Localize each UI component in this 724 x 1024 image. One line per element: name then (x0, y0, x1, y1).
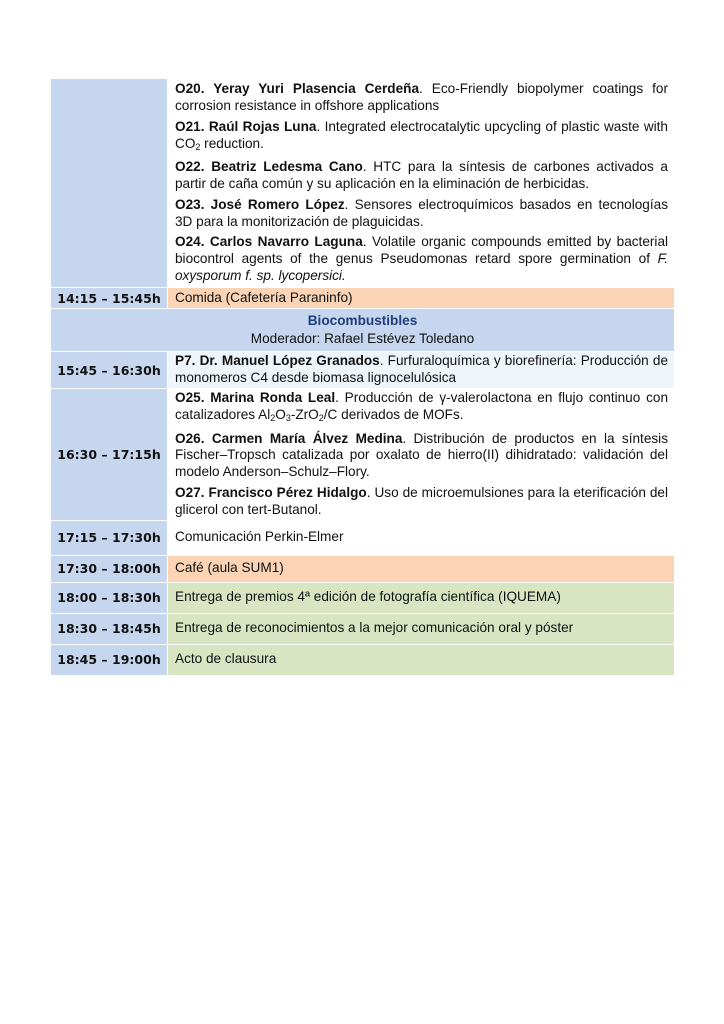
time-cell (51, 79, 168, 288)
talk-title: . Producción de γ-valerolactona en flujo continuo con catalizadores Al (175, 390, 668, 422)
talks-cell (168, 79, 675, 288)
section-moderator: Moderador: Rafael Estévez Toledano (250, 331, 475, 346)
talk-title: . Furfuraloquímica y biorefinería: Producción de monomeros C4 desde biomasa lignocelulósica (175, 353, 669, 385)
talk-o24: O24. Carlos Navarro Laguna. Volatile organic compounds emitted by bacterial biocontrol agents of the genus Pseudomonas retard spore germination of F. oxysporum f. sp. lycopersici. (175, 234, 669, 284)
talk-title: . Volatile organic compounds emitted by bacterial biocontrol agents of the genus Pseudomonas retard spore germination of (175, 234, 669, 267)
talk-author: O25. Marina Ronda Leal (175, 390, 336, 405)
program-table (50, 78, 675, 676)
program-row (51, 644, 675, 675)
program-row (51, 288, 675, 309)
talk-title: . Distribución de productos en la síntesis Fischer–Tropsch catalizada por oxalato de hierro(II) dihidratado: validación del modelo Anderson–Schulz–Flory. (175, 430, 668, 480)
event-cell: Comida (Cafetería Paraninfo) (168, 288, 675, 309)
time-cell: 17:30 – 18:00h (51, 555, 168, 582)
program-row (51, 520, 675, 555)
program-row (51, 79, 675, 288)
event-cell: Café (aula SUM1) (168, 555, 675, 582)
talk-o21: O21. Raúl Rojas Luna. Integrated electrocatalytic upcycling of plastic waste with $CO_2$ reduction. (175, 118, 668, 152)
talk-title: . Integrated electrocatalytic upcycling of plastic waste with CO (175, 118, 668, 151)
time-cell: 18:45 – 19:00h (51, 644, 168, 675)
talk-o22 (175, 159, 668, 193)
talk-author: O27. Francisco Pérez Hidalgo (175, 484, 367, 500)
talks-cell (168, 389, 675, 521)
talk-author: O21. Raúl Rojas Luna (175, 118, 317, 134)
talk-o23 (175, 197, 668, 231)
talks-cell (168, 352, 675, 389)
section-header-row (51, 309, 675, 352)
talk-author: O24. Carlos Navarro Laguna (175, 234, 363, 250)
program-row (51, 389, 675, 521)
time-cell: 14:15 – 15:45h (51, 288, 168, 309)
event-cell: Acto de clausura (168, 644, 675, 675)
program-row (51, 352, 675, 389)
section-header (51, 309, 675, 352)
program-row (51, 555, 675, 582)
talk-p7 (175, 353, 668, 387)
section-title: Biocombustibles (307, 313, 418, 328)
talk-o27 (175, 485, 668, 519)
program-row (51, 613, 675, 644)
talk-title: . Uso de microemulsiones para la eterificación del glicerol con tert-Butanol. (175, 484, 668, 517)
event-cell: Entrega de premios 4ª edición de fotografía científica (IQUEMA) (168, 582, 675, 613)
talk-o26 (175, 431, 668, 481)
talk-author: O22. Beatriz Ledesma Cano (175, 159, 363, 175)
time-cell: 15:45 – 16:30h (51, 352, 168, 389)
event-cell: Comunicación Perkin-Elmer (168, 520, 675, 555)
time-cell: 16:30 – 17:15h (51, 389, 168, 521)
talk-title: . Sensores electroquímicos basados en tecnologías 3D para la monitorización de plaguicidas. (175, 196, 668, 229)
time-cell: 17:15 – 17:30h (51, 520, 168, 555)
time-cell: 18:30 – 18:45h (51, 613, 168, 644)
talk-author: O26. Carmen María Álvez Medina (175, 430, 403, 446)
talk-title: . Eco-Friendly biopolymer coatings for corrosion resistance in offshore applications (175, 81, 668, 113)
time-cell: 18:00 – 18:30h (51, 582, 168, 613)
talk-o20 (175, 81, 668, 115)
talk-title: . HTC para la síntesis de carbones activados a partir de caña común y su aplicación en la eliminación de herbicidas. (175, 159, 668, 192)
event-cell: Entrega de reconocimientos a la mejor comunicación oral y póster (168, 613, 675, 644)
talk-o25: O25. Marina Ronda Leal. Producción de γ-valerolactona en flujo continuo con catalizadores $Al_2O_3-ZrO_2/C$ derivados de MOFs. (175, 390, 668, 423)
talk-author: O23. José Romero López (175, 196, 345, 212)
talk-author: P7. Dr. Manuel López Granados (175, 353, 380, 369)
talk-author: O20. Yeray Yuri Plasencia Cerdeña (175, 81, 420, 97)
program-row (51, 582, 675, 613)
